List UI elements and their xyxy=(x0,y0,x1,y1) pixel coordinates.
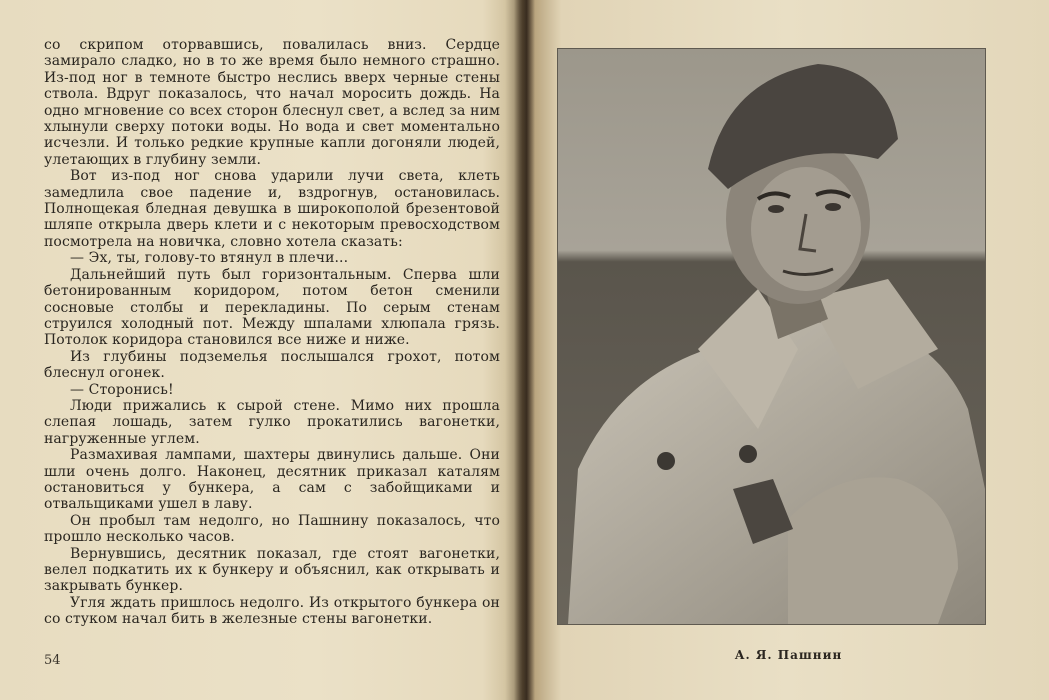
left-page xyxy=(0,0,512,700)
body-text xyxy=(44,37,500,628)
right-page xyxy=(528,0,1049,700)
paragraph: Из глубины подземелья послышался грохот, потом блеснул огонек. xyxy=(44,348,500,382)
paragraph: Размахивая лампами, шахтеры двинулись дальше. Они шли очень долго. Наконец, десятник приказал каталям остановиться у бункера, а сам с забойщиками и отвальщиками ушел в лаву. xyxy=(44,447,500,513)
portrait-photo xyxy=(557,48,986,625)
paragraph: — Сторонись! xyxy=(70,381,174,398)
photo-caption: А. Я. Пашнин xyxy=(734,648,843,662)
portrait-illustration xyxy=(558,49,985,624)
paragraph: Люди прижались к сырой стене. Мимо них прошла слепая лошадь, затем гулко прокатились вагонетки, нагруженные углем. xyxy=(44,397,500,447)
paragraph: Угля ждать пришлось недолго. Из открытого бункера он со стуком начал бить в железные стены вагонетки. xyxy=(44,594,500,628)
paragraph: Вот из-под ног снова ударили лучи света, клеть замедлила свое падение и, вздрогнув, остановилась. Полнощекая бледная девушка в широкополой брезентовой шляпе открыла дверь клети и с некоторым превосходством посмотрела на новичка, словно хотела сказать: xyxy=(44,168,500,250)
paragraph: со скрипом оторвавшись, повалилась вниз. Сердце замирало сладко, но в то же время было немного страшно. Из-под ног в темноте быстро неслись вверх черные стены ствола. Вдруг показалось, что начал моросить дождь. На одно мгновение со всех сторон блеснул свет, а вслед за ним хлынули сверху потоки воды. Но вода и свет моментально исчезли. И только редкие крупные капли догоняли людей, улетающих в глубину земли. xyxy=(44,37,500,168)
paragraph: Дальнейший путь был горизонтальным. Сперва шли бетонированным коридором, потом бетон сменили сосновые столбы и перекладины. По серым стенам струился холодный пот. Между шпалами хлюпала грязь. Потолок коридора становился все ниже и ниже. xyxy=(44,266,500,349)
paragraph: Вернувшись, десятник показал, где стоят вагонетки, велел подкатить их к бункеру и объяснил, как открывать и закрывать бункер. xyxy=(44,545,500,595)
page-number: 54 xyxy=(44,653,61,668)
paragraph: Он пробыл там недолго, но Пашнину показалось, что прошло несколько часов. xyxy=(44,512,500,546)
paragraph: — Эх, ты, голову-то втянул в плечи... xyxy=(70,250,349,267)
